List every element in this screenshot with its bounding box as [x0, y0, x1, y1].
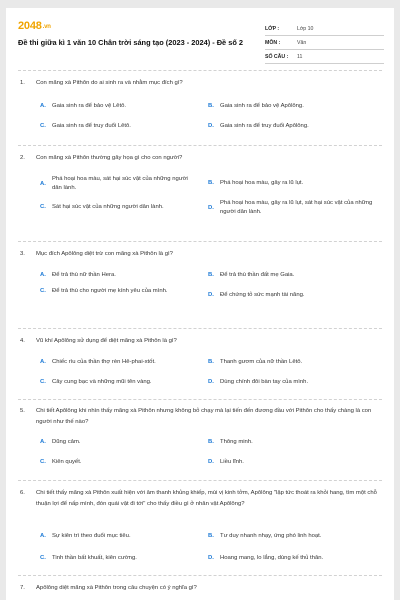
- question-text: Con mãng xà Pithôn thường gây họa gì cho con người?: [36, 155, 183, 161]
- option-letter: B.: [208, 533, 214, 539]
- question-number: 6.: [20, 490, 25, 496]
- question-2: [18, 153, 382, 215]
- question-text: Chi tiết Apôlông khi nhìn thấy mãng xà Pithôn nhưng không bỏ chạy mà lại tiến đến đương đầu với Pithôn cho thấy chàng là con người như thế nào?: [36, 408, 372, 425]
- question-4: [18, 336, 382, 385]
- option-text: Gaia sinh ra để bảo vệ Lêtô.: [52, 103, 127, 109]
- option-letter: C.: [40, 288, 46, 294]
- option-text: Sự kiên trì theo đuổi mục tiêu.: [52, 533, 131, 539]
- option-letter: C.: [40, 204, 46, 210]
- meta-row-count: [265, 50, 384, 64]
- option-b[interactable]: [208, 358, 382, 367]
- meta-row-grade: [265, 22, 384, 36]
- meta-value: Văn: [297, 40, 307, 46]
- option-c[interactable]: [40, 554, 210, 563]
- option-letter: A.: [40, 439, 46, 445]
- divider: [18, 145, 382, 146]
- question-stem: [18, 153, 382, 164]
- option-text: Gaia sinh ra để truy đuổi Lêtô.: [52, 123, 131, 129]
- option-a[interactable]: [40, 532, 210, 541]
- question-7: [18, 583, 382, 594]
- option-a[interactable]: [40, 102, 210, 111]
- option-text: Gaia sinh ra để bảo vệ Apôlông.: [220, 103, 304, 109]
- question-stem: [18, 249, 382, 260]
- option-letter: C.: [40, 459, 46, 465]
- option-d[interactable]: [208, 291, 382, 300]
- option-letter: A.: [40, 359, 46, 365]
- option-b[interactable]: [208, 271, 382, 280]
- question-number: 2.: [20, 155, 25, 161]
- option-letter: A.: [40, 272, 46, 278]
- option-b[interactable]: [208, 179, 382, 188]
- question-stem: [18, 583, 382, 594]
- divider: [18, 70, 382, 71]
- logo-number: 2048: [18, 20, 42, 32]
- meta-row-subject: [265, 36, 384, 50]
- divider: [18, 328, 382, 329]
- meta-key: SỐ CÂU :: [265, 54, 289, 60]
- question-stem: [18, 488, 382, 509]
- option-text: Để chứng tỏ sức mạnh tài năng.: [220, 292, 305, 298]
- option-letter: A.: [40, 533, 46, 539]
- question-text: Mục đích Apôlông diệt trừ con mãng xà Pithôn là gì?: [36, 251, 173, 257]
- question-stem: [18, 78, 382, 89]
- option-a[interactable]: [40, 271, 210, 280]
- option-text: Thanh gươm của nữ thần Lêtô.: [220, 359, 303, 365]
- question-5: [18, 406, 382, 465]
- option-d[interactable]: [208, 199, 382, 217]
- exam-meta: [265, 22, 384, 64]
- option-text: Chiếc rìu của thần thợ rèn Hê-phai-xtốt.: [52, 359, 156, 365]
- option-text: Phá hoại hoa màu, sát hại súc vật của những người dân lành.: [52, 176, 188, 191]
- question-number: 5.: [20, 408, 25, 414]
- option-text: Tinh thần bất khuất, kiên cường.: [52, 555, 137, 561]
- option-text: Để trả thù nữ thần Hera.: [52, 272, 116, 278]
- divider: [18, 575, 382, 576]
- option-letter: B.: [208, 439, 214, 445]
- option-text: Cây cung bạc và những mũi tên vàng.: [52, 379, 152, 385]
- option-letter: D.: [208, 204, 214, 211]
- question-stem: [18, 336, 382, 347]
- option-letter: C.: [40, 123, 46, 129]
- option-d[interactable]: [208, 122, 382, 131]
- question-number: 4.: [20, 338, 25, 344]
- option-a[interactable]: [40, 358, 210, 367]
- question-stem: [18, 406, 382, 427]
- option-text: Gaia sinh ra để truy đuổi Apôlông.: [220, 123, 309, 129]
- option-letter: B.: [208, 180, 214, 186]
- meta-value: Lớp 10: [297, 26, 314, 32]
- option-letter: D.: [208, 459, 214, 465]
- option-letter: D.: [208, 379, 214, 385]
- option-d[interactable]: [208, 554, 382, 563]
- option-text: Dùng chính đôi bàn tay của mình.: [220, 379, 309, 385]
- option-letter: A.: [40, 180, 46, 187]
- option-letter: A.: [40, 103, 46, 109]
- option-text: Thông minh.: [220, 439, 253, 445]
- question-text: Vũ khí Apôlông sử dụng để diệt mãng xà Pithôn là gì?: [36, 338, 177, 344]
- option-c[interactable]: [40, 458, 210, 467]
- exam-title: Đề thi giữa kì 1 văn 10 Chân trời sáng tạo (2023 - 2024) - Đề số 2: [18, 38, 244, 47]
- meta-key: LỚP :: [265, 26, 280, 32]
- meta-key: MÔN :: [265, 40, 281, 46]
- option-text: Sát hại súc vật của những người dân lành.: [52, 204, 164, 210]
- question-number: 1.: [20, 80, 25, 86]
- option-letter: C.: [40, 379, 46, 385]
- question-3: [18, 249, 382, 298]
- option-letter: B.: [208, 272, 214, 278]
- question-text: Chi tiết thấy mãng xà Pithôn xuất hiện với âm thanh khủng khiếp, mùi vị kinh tởm, Apôlông "lập tức thoát ra khỏi hang, tìm một chỗ thuận lợi để nấp mình, đón quái vật đi tới" cho thấy điều gì ở nhân vật Apôlông?: [36, 490, 377, 507]
- site-logo[interactable]: [18, 20, 51, 32]
- option-c[interactable]: [40, 122, 210, 131]
- option-c[interactable]: [40, 287, 190, 296]
- option-letter: B.: [208, 103, 214, 109]
- option-a[interactable]: [40, 175, 190, 193]
- option-text: Phá hoại hoa màu, gây ra lũ lụt.: [220, 180, 304, 186]
- question-1: [18, 78, 382, 129]
- option-letter: D.: [208, 292, 214, 298]
- question-text: Con mãng xà Pithôn do ai sinh ra và nhằm mục đích gì?: [36, 80, 183, 86]
- option-c[interactable]: [40, 203, 210, 212]
- option-letter: C.: [40, 555, 46, 561]
- meta-value: 11: [297, 54, 303, 60]
- logo-domain: .vn: [42, 24, 51, 30]
- option-text: Để trả thù cho người mẹ kính yêu của mình.: [52, 288, 168, 294]
- question-number: 7.: [20, 585, 25, 591]
- option-text: Liều lĩnh.: [220, 459, 244, 465]
- option-b[interactable]: [208, 102, 382, 111]
- option-text: Hoang mang, lo lắng, dùng kế thủ thân.: [220, 555, 324, 561]
- divider: [18, 241, 382, 242]
- option-letter: D.: [208, 123, 214, 129]
- question-number: 3.: [20, 251, 25, 257]
- option-text: Để trả thù thần đất mẹ Gaia.: [220, 272, 295, 278]
- exam-header: [18, 20, 384, 64]
- option-letter: D.: [208, 555, 214, 561]
- option-b[interactable]: [208, 438, 382, 447]
- option-text: Tư duy nhanh nhạy, ứng phó linh hoạt.: [220, 533, 322, 539]
- option-letter: B.: [208, 359, 214, 365]
- exam-page: [6, 8, 394, 600]
- divider: [18, 480, 382, 481]
- option-text: Kiên quyết.: [52, 459, 82, 465]
- option-text: Phá hoại hoa màu, gây ra lũ lụt, sát hại súc vật của những người dân lành.: [220, 200, 373, 215]
- question-6: [18, 488, 382, 561]
- question-text: Apôlông diệt mãng xà Pithôn trong câu chuyện có ý nghĩa gì?: [36, 585, 197, 591]
- option-d[interactable]: [208, 378, 382, 387]
- option-c[interactable]: [40, 378, 210, 387]
- divider: [18, 399, 382, 400]
- option-d[interactable]: [208, 458, 382, 467]
- option-text: Dũng cảm.: [52, 439, 81, 445]
- option-a[interactable]: [40, 438, 210, 447]
- option-b[interactable]: [208, 532, 382, 541]
